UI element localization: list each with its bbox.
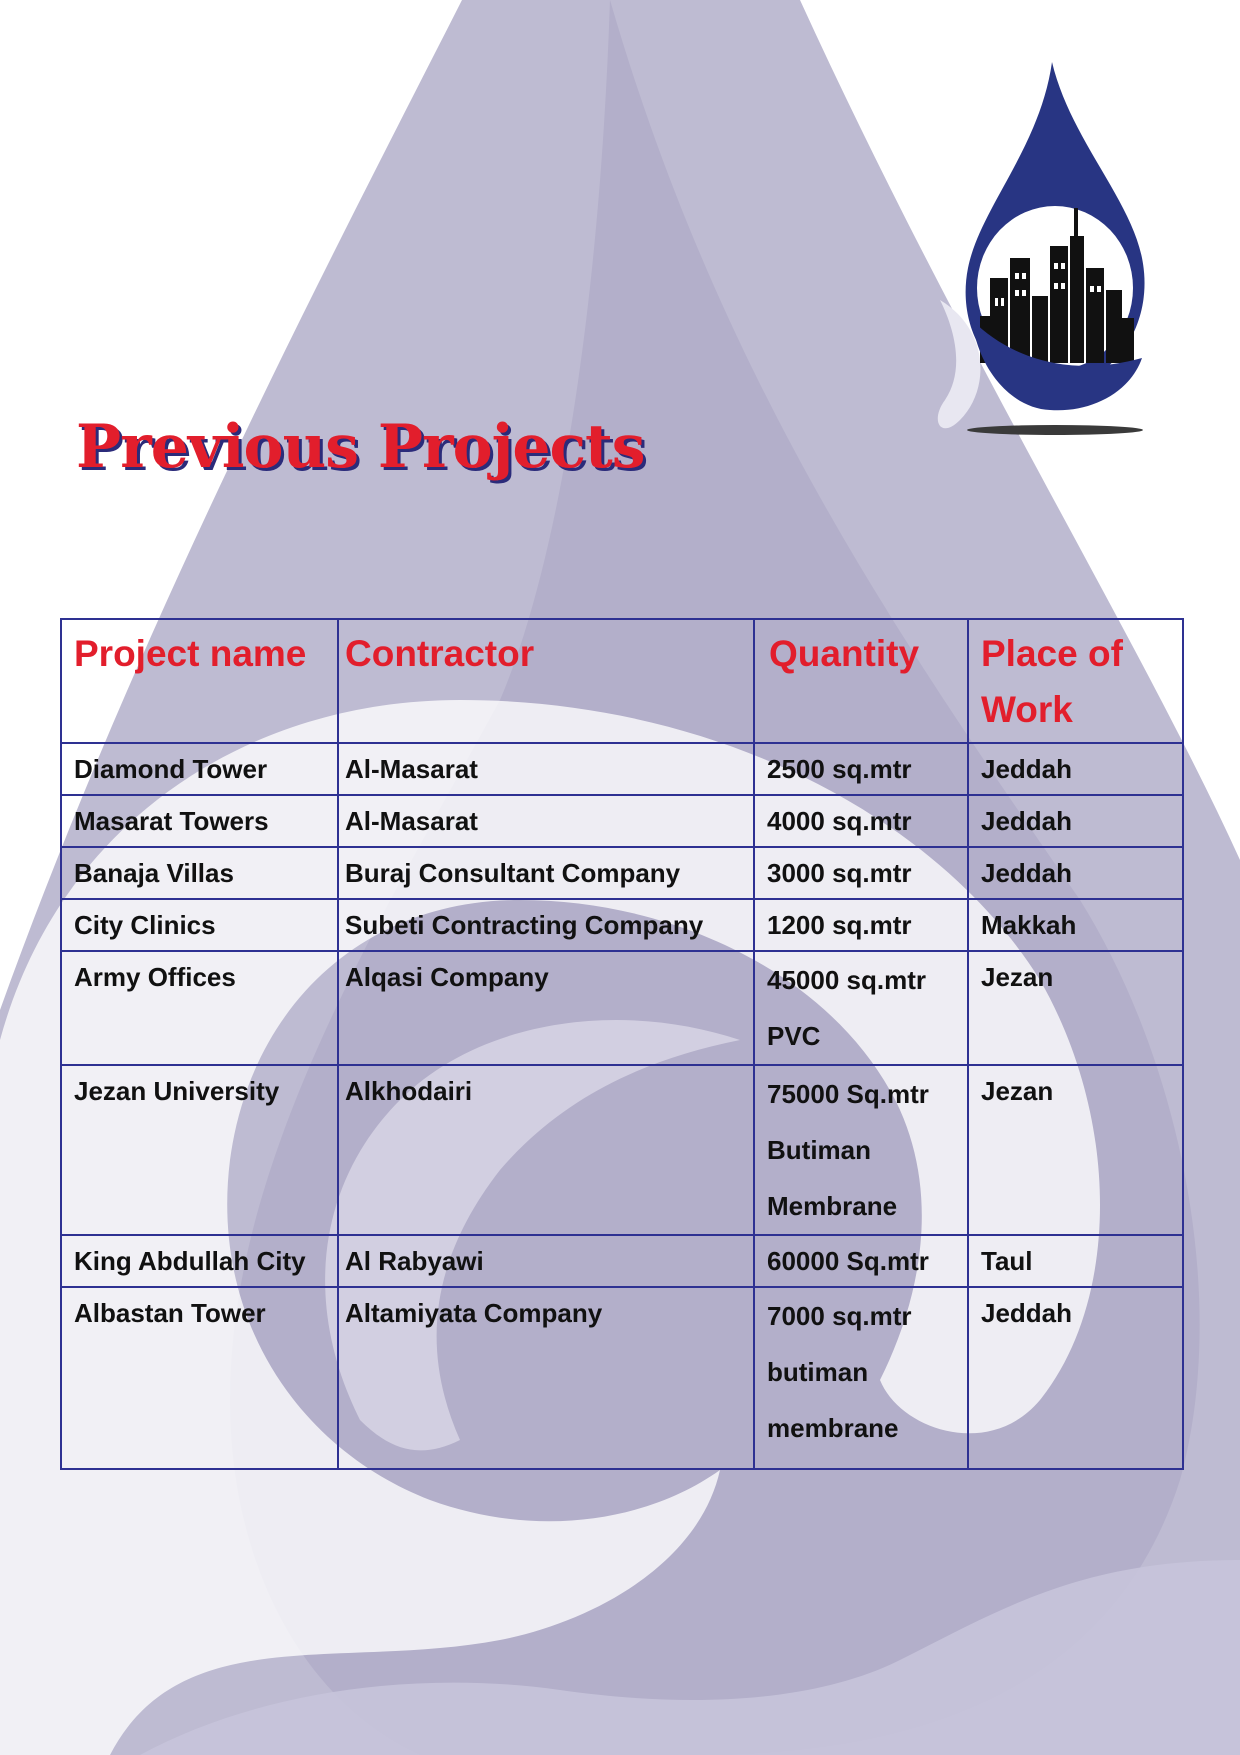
cell-project: Jezan University [61,1065,338,1235]
logo-shadow [967,425,1143,435]
table-row [61,1235,1183,1287]
projects-table [60,618,1184,1470]
cell-project: Masarat Towers [61,795,338,847]
page-title: Previous Projects [76,412,645,482]
cell-quantity: 7000 sq.mtr butiman membrane [754,1287,968,1469]
cell-contractor: Al Rabyawi [338,1235,754,1287]
table-row [61,847,1183,899]
cell-contractor: Alqasi Company [338,951,754,1065]
cell-project: Banaja Villas [61,847,338,899]
header-project-name: Project name [61,619,338,743]
cell-quantity: 60000 Sq.mtr [754,1235,968,1287]
cell-contractor: Al-Masarat [338,743,754,795]
cell-place: Jezan [968,1065,1183,1235]
cell-place: Taul [968,1235,1183,1287]
table-row [61,1065,1183,1235]
cell-project: Diamond Tower [61,743,338,795]
cell-quantity: 75000 Sq.mtr Butiman Membrane [754,1065,968,1235]
cell-contractor: Alkhodairi [338,1065,754,1235]
water-drop-city-logo-icon [960,58,1150,443]
table-row [61,743,1183,795]
table-row [61,951,1183,1065]
table-row [61,899,1183,951]
header-place-of-work: Place of Work [968,619,1183,743]
cell-contractor: Al-Masarat [338,795,754,847]
cell-project: King Abdullah City [61,1235,338,1287]
cell-quantity: 45000 sq.mtr PVC [754,951,968,1065]
cell-project: Albastan Tower [61,1287,338,1469]
cell-place: Jeddah [968,795,1183,847]
cell-project: City Clinics [61,899,338,951]
cell-contractor: Altamiyata Company [338,1287,754,1469]
cell-quantity: 4000 sq.mtr [754,795,968,847]
cell-quantity: 3000 sq.mtr [754,847,968,899]
header-contractor: Contractor [338,619,754,743]
cell-place: Jeddah [968,847,1183,899]
table-row [61,795,1183,847]
cell-place: Jezan [968,951,1183,1065]
cell-quantity: 2500 sq.mtr [754,743,968,795]
cell-place: Jeddah [968,743,1183,795]
header-quantity: Quantity [754,619,968,743]
table-header-row [61,619,1183,743]
cell-place: Makkah [968,899,1183,951]
cell-contractor: Subeti Contracting Company [338,899,754,951]
table-row [61,1287,1183,1469]
cell-contractor: Buraj Consultant Company [338,847,754,899]
cell-project: Army Offices [61,951,338,1065]
cell-place: Jeddah [968,1287,1183,1469]
cell-quantity: 1200 sq.mtr [754,899,968,951]
